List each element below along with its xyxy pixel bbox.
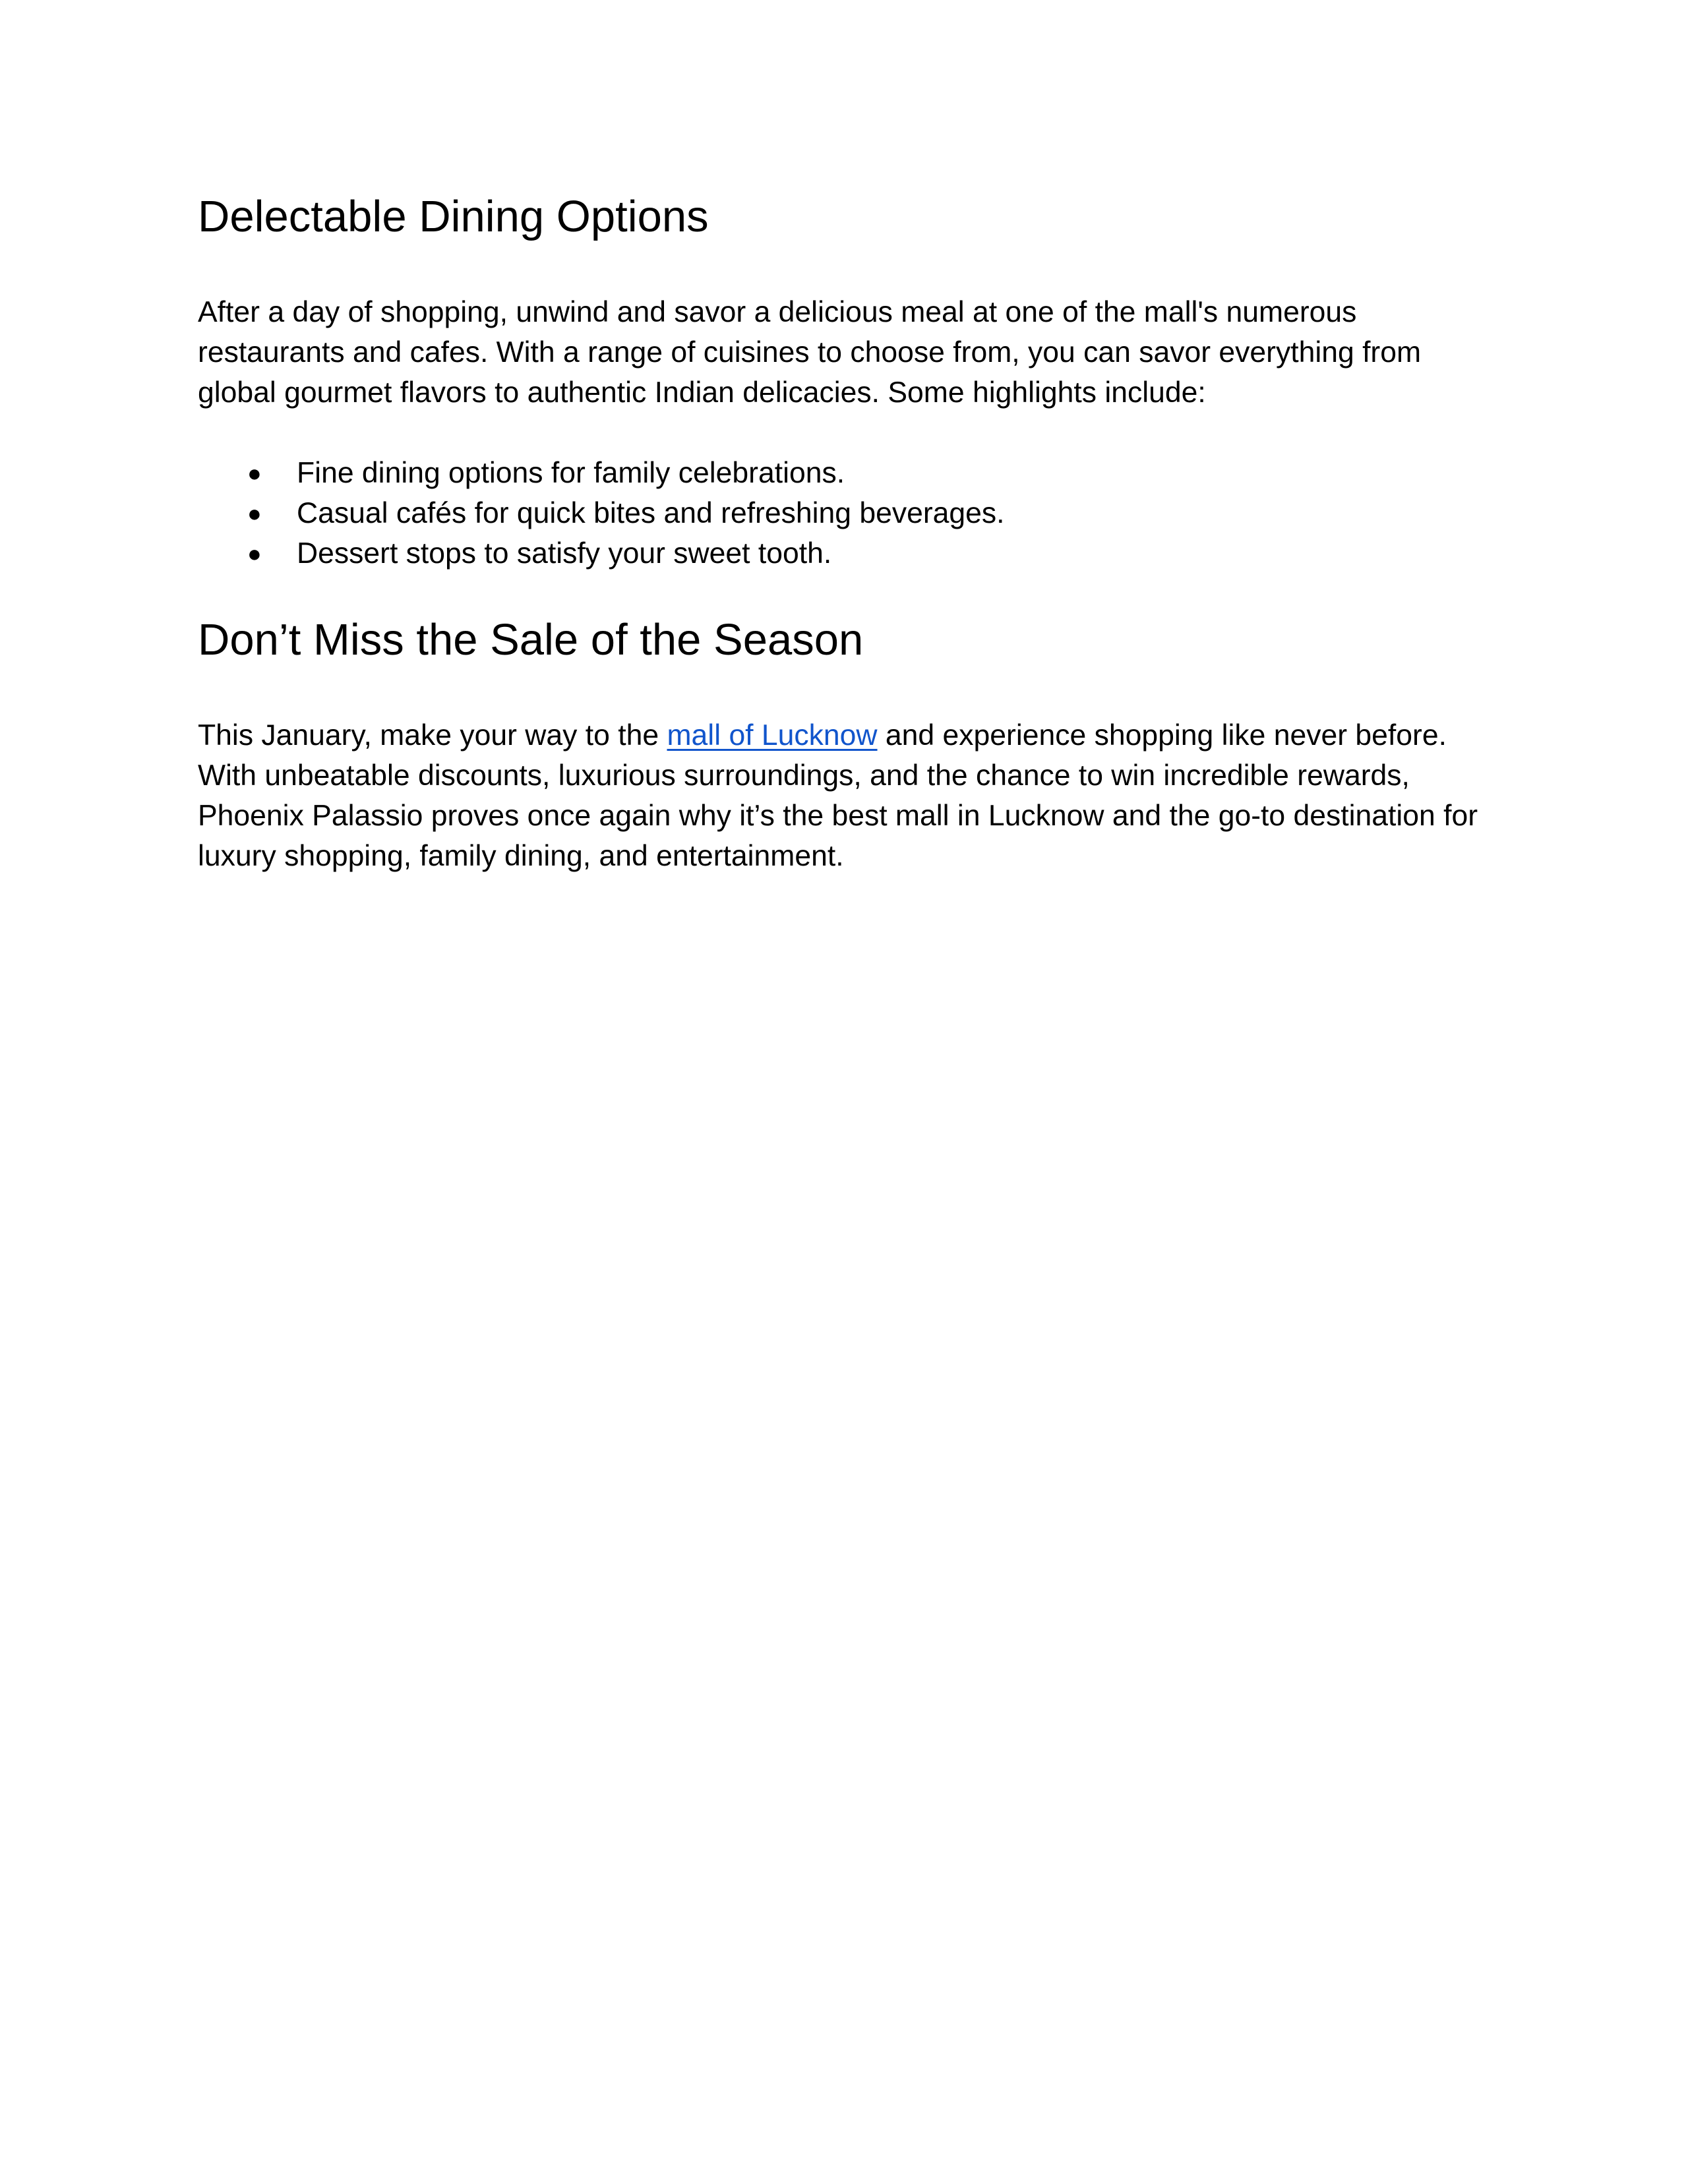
sale-paragraph-rest: and experience shopping like never before. With unbeatable discounts, luxurious surroundings, and the chance to win incredible rewards, Phoenix Palassio proves once again why it’s the best mall in Lucknow and the go-to destination for luxury shopping, family dining, and entertainment. <box>198 719 1478 873</box>
bullet-icon: ● <box>247 500 262 527</box>
bullet-icon: ● <box>247 540 262 568</box>
list-item <box>198 533 1503 574</box>
dining-highlights-list <box>198 453 1503 574</box>
section-heading-sale: Don’t Miss the Sale of the Season <box>198 615 864 665</box>
list-item-text: Casual cafés for quick bites and refreshing beverages. <box>297 497 1005 530</box>
sale-paragraph <box>198 715 1503 876</box>
list-item <box>198 453 1503 493</box>
document-content <box>198 191 1503 876</box>
dining-paragraph: After a day of shopping, unwind and savor a delicious meal at one of the mall's numerous restaurants and cafes. With a range of cuisines to choose from, you can savor everything from global gourmet flavors to authentic Indian delicacies. Some highlights include: <box>198 296 1422 409</box>
sale-paragraph-intro: This January, make your way to the <box>198 719 667 752</box>
list-item-text: Dessert stops to satisfy your sweet tooth. <box>297 537 832 570</box>
section-heading-dining: Delectable Dining Options <box>198 192 709 241</box>
list-item-text: Fine dining options for family celebrations. <box>297 457 845 490</box>
list-item <box>198 493 1503 533</box>
bullet-icon: ● <box>247 459 262 487</box>
mall-of-lucknow-link[interactable]: mall of Lucknow <box>667 719 878 752</box>
